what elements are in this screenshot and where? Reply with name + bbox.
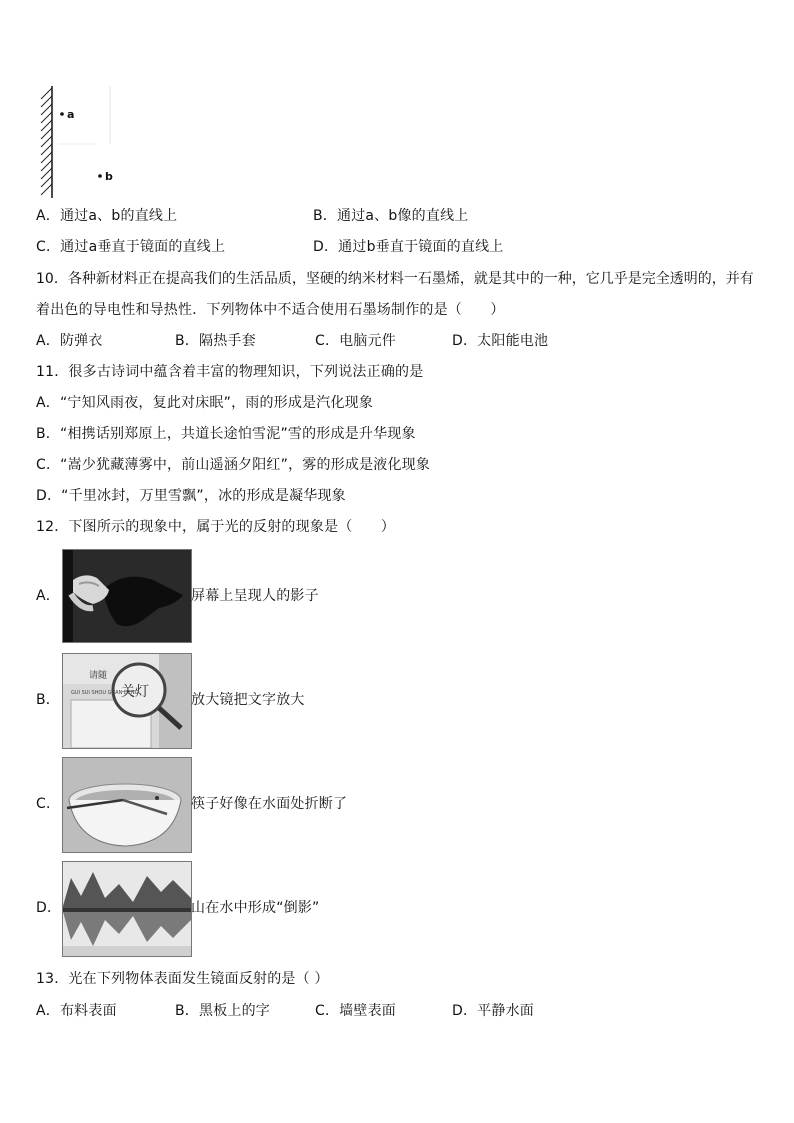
point-b-dot xyxy=(98,174,102,178)
q12-option-b-letter: B． xyxy=(36,692,61,708)
q12-option-b-text: 放大镜把文字放大 xyxy=(191,692,305,708)
mirror-diagram xyxy=(36,84,116,200)
q10-stem-line2: 着出色的导电性和导热性．下列物体中不适合使用石墨场制作的是（ ） xyxy=(36,302,505,318)
mirror-figure xyxy=(36,84,116,200)
sign-small-text: 请随 xyxy=(89,671,108,681)
sign-pinyin-text: GUI SUI SHOU GUAN DENG xyxy=(71,690,139,696)
q10-stem-line1: 10．各种新材料正在提高我们的生活品质，坚硬的纳米材料一石墨烯，就是其中的一种，它几乎是完全透明的，并有 xyxy=(36,271,754,287)
point-a-dot xyxy=(60,112,64,116)
q10-option-b: B．隔热手套 xyxy=(175,333,256,349)
q13-option-c: C．墙壁表面 xyxy=(315,1003,396,1019)
q11-option-c: C．“嵩少犹藏薄雾中，前山遥涵夕阳红”，雾的形成是液化现象 xyxy=(36,457,431,473)
q12-option-d-text: 山在水中形成“倒影” xyxy=(191,900,320,916)
hand-shadow-image xyxy=(62,549,192,643)
q11-option-b: B．“相携话别郑原上，共道长途怕雪泥”雪的形成是升华现象 xyxy=(36,426,416,442)
q12-stem: 12．下图所示的现象中，属于光的反射的现象是（ ） xyxy=(36,519,396,535)
point-b-label: b xyxy=(105,170,113,183)
point-a-label: a xyxy=(67,108,75,121)
magnifier-image xyxy=(62,653,192,749)
q9-option-a: A．通过a、b的直线上 xyxy=(36,208,178,224)
mountain-reflection-image xyxy=(62,861,192,957)
q12-option-a-letter: A． xyxy=(36,588,60,604)
chopsticks-bowl-image xyxy=(62,757,192,853)
q12-option-c-text: 筷子好像在水面处折断了 xyxy=(191,796,348,812)
q10-option-c: C．电脑元件 xyxy=(315,333,396,349)
q12-option-d-letter: D． xyxy=(36,900,62,916)
q13-option-a: A．布料表面 xyxy=(36,1003,117,1019)
q11-option-a: A．“宁知风雨夜，复此对床眠”，雨的形成是汽化现象 xyxy=(36,395,374,411)
q13-option-d: D．平静水面 xyxy=(452,1003,534,1019)
q10-option-a: A．防弹衣 xyxy=(36,333,103,349)
q12-option-a-text: 屏幕上呈现人的影子 xyxy=(191,588,319,604)
q11-stem: 11．很多古诗词中蕴含着丰富的物理知识，下列说法正确的是 xyxy=(36,364,424,380)
q9-option-c: C．通过a垂直于镜面的直线上 xyxy=(36,239,226,255)
q13-stem: 13．光在下列物体表面发生镜面反射的是（ ） xyxy=(36,971,329,987)
q10-option-d: D．太阳能电池 xyxy=(452,333,549,349)
q12-option-c-letter: C． xyxy=(36,796,61,812)
q9-option-b: B．通过a、b像的直线上 xyxy=(313,208,469,224)
q13-option-b: B．黑板上的字 xyxy=(175,1003,271,1019)
q9-option-d: D．通过b垂直于镜面的直线上 xyxy=(313,239,504,255)
q11-option-d: D．“千里冰封，万里雪飘”，冰的形成是凝华现象 xyxy=(36,488,346,504)
sign-large-text: 关灯 xyxy=(121,684,149,700)
